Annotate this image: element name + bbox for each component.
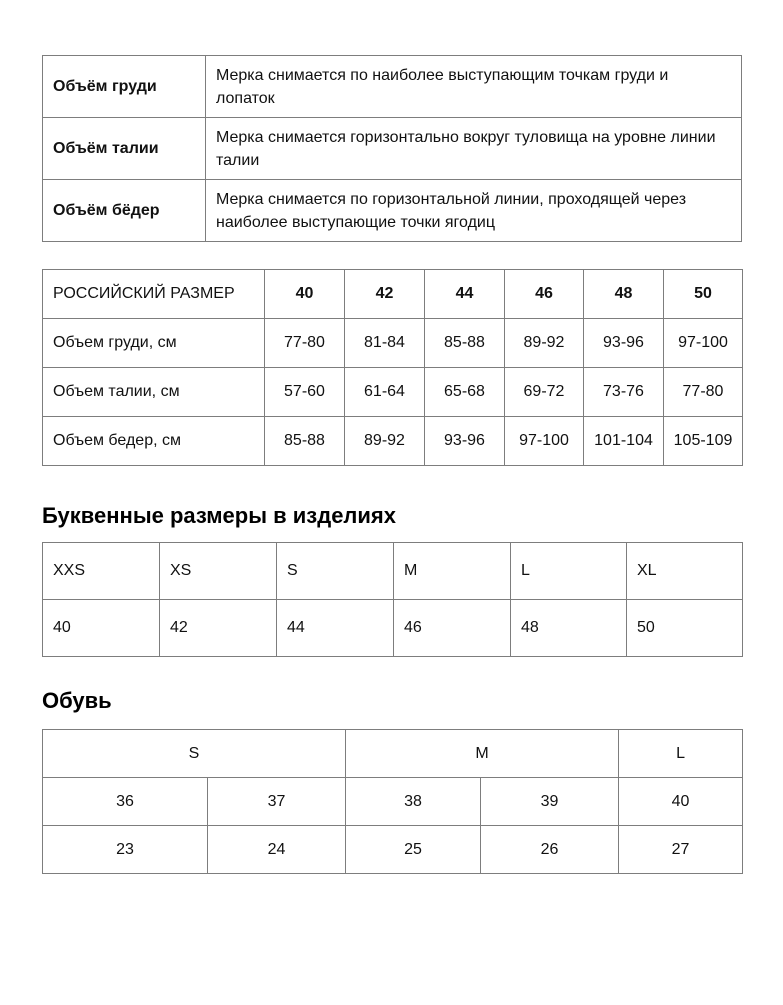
- waist-value: 61-64: [345, 368, 425, 417]
- measurement-label-chest: Объём груди: [43, 56, 206, 118]
- number-size-cell: 42: [160, 600, 277, 657]
- shoe-cm-length: 27: [619, 826, 743, 874]
- shoe-eu-size: 38: [346, 778, 481, 826]
- shoe-eu-size: 36: [43, 778, 208, 826]
- table-row: [43, 778, 743, 826]
- hips-row-label: Объем бедер, см: [43, 417, 265, 466]
- waist-value: 77-80: [664, 368, 743, 417]
- letter-size-cell: M: [394, 543, 511, 600]
- letter-sizes-table: [42, 542, 743, 657]
- hips-value: 93-96: [425, 417, 505, 466]
- shoe-cm-length: 24: [208, 826, 346, 874]
- number-size-cell: 44: [277, 600, 394, 657]
- hips-value: 85-88: [265, 417, 345, 466]
- shoes-heading: Обувь: [42, 688, 112, 713]
- measurements-table: [42, 55, 742, 242]
- waist-value: 73-76: [584, 368, 664, 417]
- measurement-description-chest: Мерка снимается по наиболее выступающим точкам груди и лопаток: [206, 56, 742, 118]
- measurement-label-waist: Объём талии: [43, 118, 206, 180]
- shoe-eu-size: 40: [619, 778, 743, 826]
- shoe-eu-size: 39: [481, 778, 619, 826]
- measurement-label-hips: Объём бёдер: [43, 180, 206, 242]
- table-row: [43, 826, 743, 874]
- hips-value: 97-100: [505, 417, 584, 466]
- shoe-size-group-s: S: [43, 730, 346, 778]
- letter-size-cell: XXS: [43, 543, 160, 600]
- waist-value: 57-60: [265, 368, 345, 417]
- number-size-cell: 40: [43, 600, 160, 657]
- size-column-header: 42: [345, 270, 425, 319]
- letter-size-cell: XL: [627, 543, 743, 600]
- size-column-header: 46: [505, 270, 584, 319]
- table-header-row: [43, 730, 743, 778]
- chest-value: 81-84: [345, 319, 425, 368]
- size-column-header: 48: [584, 270, 664, 319]
- table-row: [43, 319, 743, 368]
- size-column-header: 44: [425, 270, 505, 319]
- table-row: [43, 600, 743, 657]
- hips-value: 101-104: [584, 417, 664, 466]
- measurement-description-waist: Мерка снимается горизонтально вокруг туловища на уровне линии талии: [206, 118, 742, 180]
- letter-size-cell: L: [511, 543, 627, 600]
- hips-value: 105-109: [664, 417, 743, 466]
- table-header-row: [43, 543, 743, 600]
- shoe-size-group-m: M: [346, 730, 619, 778]
- size-column-header: 50: [664, 270, 743, 319]
- letter-size-cell: XS: [160, 543, 277, 600]
- russian-size-header-label: РОССИЙСКИЙ РАЗМЕР: [43, 270, 265, 319]
- chest-value: 89-92: [505, 319, 584, 368]
- waist-value: 65-68: [425, 368, 505, 417]
- table-row: [43, 56, 742, 118]
- table-row: [43, 118, 742, 180]
- table-row: [43, 417, 743, 466]
- waist-value: 69-72: [505, 368, 584, 417]
- hips-value: 89-92: [345, 417, 425, 466]
- letter-size-cell: S: [277, 543, 394, 600]
- shoe-cm-length: 25: [346, 826, 481, 874]
- chest-value: 93-96: [584, 319, 664, 368]
- chest-row-label: Объем груди, см: [43, 319, 265, 368]
- shoe-size-group-l: L: [619, 730, 743, 778]
- chest-value: 85-88: [425, 319, 505, 368]
- russian-sizes-table: [42, 269, 743, 466]
- letter-sizes-heading: Буквенные размеры в изделиях: [42, 503, 396, 528]
- shoes-table: [42, 729, 743, 874]
- table-row: [43, 368, 743, 417]
- shoe-cm-length: 23: [43, 826, 208, 874]
- table-header-row: [43, 270, 743, 319]
- size-guide-document: [0, 55, 742, 874]
- table-row: [43, 180, 742, 242]
- number-size-cell: 50: [627, 600, 743, 657]
- number-size-cell: 48: [511, 600, 627, 657]
- chest-value: 97-100: [664, 319, 743, 368]
- waist-row-label: Объем талии, см: [43, 368, 265, 417]
- shoe-eu-size: 37: [208, 778, 346, 826]
- size-column-header: 40: [265, 270, 345, 319]
- shoe-cm-length: 26: [481, 826, 619, 874]
- number-size-cell: 46: [394, 600, 511, 657]
- chest-value: 77-80: [265, 319, 345, 368]
- measurement-description-hips: Мерка снимается по горизонтальной линии, проходящей через наиболее выступающие точки ягодиц: [206, 180, 742, 242]
